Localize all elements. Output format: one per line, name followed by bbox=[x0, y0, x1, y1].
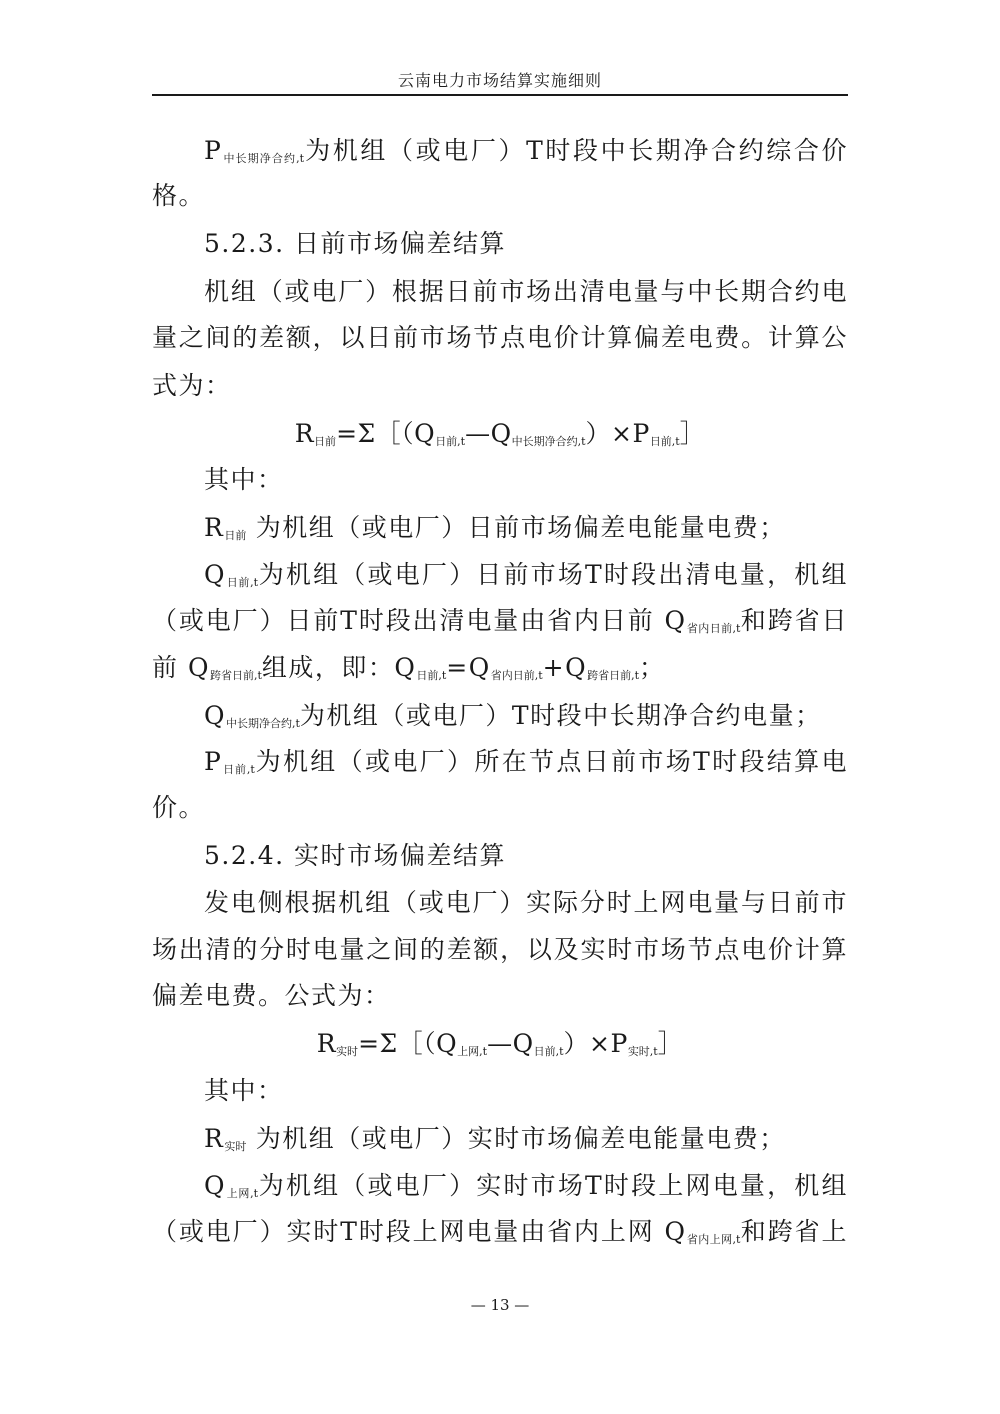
paragraph-line: 发电侧根据机组（或电厂）实际分时上网电量与日前市 bbox=[204, 888, 848, 917]
text: 组成，即：Q bbox=[261, 653, 417, 682]
paragraph-line: 场出清的分时电量之间的差额，以及实时市场节点电价计算 bbox=[152, 935, 848, 964]
subscript: 实时,t bbox=[627, 1045, 658, 1058]
subscript: 实时 bbox=[336, 1045, 359, 1058]
formula-part: ］ bbox=[657, 1029, 684, 1058]
section-heading-5-2-3: 5.2.3. 日前市场偏差结算 bbox=[204, 229, 507, 258]
paragraph-line: 价。 bbox=[152, 793, 206, 822]
paragraph-line bbox=[204, 131, 848, 171]
text: ； bbox=[639, 653, 666, 682]
running-header: 云南电力市场结算实施细则 bbox=[397, 71, 602, 90]
subscript: 上网,t bbox=[457, 1045, 488, 1058]
subscript: 日前 bbox=[224, 529, 247, 542]
text: 和跨省日 bbox=[740, 606, 848, 635]
subscript: 省内日前,t bbox=[490, 669, 543, 682]
var-q: Q bbox=[204, 1171, 226, 1200]
section-heading-5-2-4: 5.2.4. 实时市场偏差结算 bbox=[204, 841, 507, 870]
paragraph-line bbox=[152, 1212, 848, 1252]
paragraph-line: 量之间的差额，以日前市场节点电价计算偏差电费。计算公 bbox=[152, 323, 848, 352]
formula-part: R bbox=[316, 1029, 337, 1058]
text: 和跨省上 bbox=[740, 1217, 848, 1246]
formula-day-ahead bbox=[152, 414, 848, 454]
text: 为机组（或电厂）日前市场T时段出清电量，机组 bbox=[258, 560, 848, 589]
paragraph-line: 式为： bbox=[152, 371, 232, 400]
formula-part: ］ bbox=[679, 419, 706, 448]
formula-part: R bbox=[294, 419, 315, 448]
paragraph-line bbox=[204, 1119, 848, 1159]
subscript: 日前,t bbox=[435, 435, 466, 448]
paragraph-line bbox=[152, 648, 848, 688]
formula-part: —Q bbox=[487, 1029, 534, 1058]
formula-part: =Σ［（Q bbox=[336, 419, 436, 448]
var-r: R bbox=[204, 1124, 225, 1153]
paragraph-line: 格。 bbox=[152, 181, 206, 210]
page-number: — 13 — bbox=[470, 1296, 530, 1314]
var-r: R bbox=[204, 513, 225, 542]
subscript: 中长期净合约,t bbox=[511, 435, 586, 448]
formula-part: —Q bbox=[465, 419, 512, 448]
text: （或电厂）实时T时段上网电量由省内上网 Q bbox=[152, 1217, 687, 1246]
var-p: P bbox=[204, 747, 223, 776]
paragraph-line bbox=[204, 696, 848, 736]
paragraph-line bbox=[204, 508, 848, 548]
text: 为机组（或电厂）实时市场T时段上网电量，机组 bbox=[258, 1171, 848, 1200]
subscript: 实时 bbox=[224, 1140, 247, 1153]
subscript: 日前,t bbox=[222, 763, 255, 776]
var-p: P bbox=[204, 136, 223, 165]
paragraph-line bbox=[204, 1166, 848, 1206]
formula-part: ）×P bbox=[585, 419, 650, 448]
subscript: 省内日前,t bbox=[686, 622, 741, 635]
subscript: 日前 bbox=[314, 435, 337, 448]
text: 为机组（或电厂）日前市场偏差电能量电费； bbox=[246, 513, 786, 542]
subscript: 中长期净合约,t bbox=[226, 717, 300, 730]
subscript: 日前,t bbox=[649, 435, 680, 448]
subscript: 中长期净合约,t bbox=[222, 152, 305, 165]
text: 为机组（或电厂）T时段中长期净合约综合价 bbox=[304, 136, 848, 165]
subscript: 省内上网,t bbox=[686, 1233, 741, 1246]
subscript: 日前,t bbox=[416, 669, 447, 682]
text: （或电厂）日前T时段出清电量由省内日前 Q bbox=[152, 606, 687, 635]
paragraph-line: 其中： bbox=[204, 1076, 284, 1105]
text: 为机组（或电厂）实时市场偏差电能量电费； bbox=[246, 1124, 786, 1153]
header-rule bbox=[152, 94, 848, 96]
paragraph-line: 偏差电费。公式为： bbox=[152, 981, 391, 1010]
subscript: 日前,t bbox=[533, 1045, 564, 1058]
text: 前 Q bbox=[152, 653, 210, 682]
var-q: Q bbox=[204, 701, 226, 730]
text: 为机组（或电厂）所在节点日前市场T时段结算电 bbox=[254, 747, 848, 776]
paragraph-line: 机组（或电厂）根据日前市场出清电量与中长期合约电 bbox=[204, 277, 848, 306]
paragraph-line bbox=[152, 601, 848, 641]
subscript: 日前,t bbox=[226, 576, 259, 589]
paragraph-line bbox=[204, 742, 848, 782]
subscript: 上网,t bbox=[226, 1187, 259, 1200]
text: =Q bbox=[446, 653, 491, 682]
subscript: 跨省日前,t bbox=[209, 669, 262, 682]
var-q: Q bbox=[204, 560, 226, 589]
paragraph-line bbox=[204, 555, 848, 595]
subscript: 跨省日前,t bbox=[587, 669, 640, 682]
formula-part: =Σ［（Q bbox=[358, 1029, 458, 1058]
formula-part: ）×P bbox=[563, 1029, 628, 1058]
text: 为机组（或电厂）T时段中长期净合约电量； bbox=[299, 701, 822, 730]
paragraph-line: 其中： bbox=[204, 465, 284, 494]
formula-real-time bbox=[152, 1024, 848, 1064]
text: +Q bbox=[542, 653, 588, 682]
